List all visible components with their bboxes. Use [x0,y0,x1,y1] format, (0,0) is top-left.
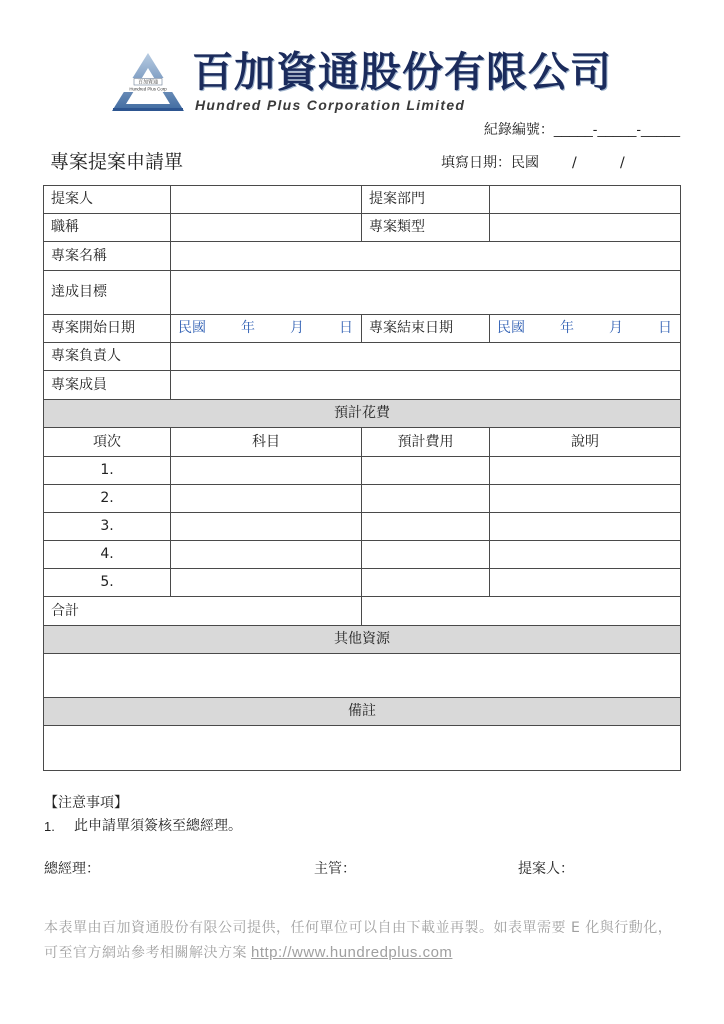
budget-item-number: 5. [44,569,171,597]
project-type-label: 專案類型 [362,214,490,242]
signature-proposer: 提案人： [518,861,574,877]
row-remarks-header [44,698,681,726]
budget-item-number: 3. [44,513,171,541]
website-link[interactable]: http://www.hundredplus.com [251,944,453,961]
company-name: 百加資通股份有限公司 [192,48,612,96]
budget-cost-field[interactable] [362,513,490,541]
row-dates [44,315,681,343]
budget-row [44,569,681,597]
row-job-title [44,214,681,242]
end-date-field[interactable] [490,315,681,343]
row-goal [44,271,681,315]
note-number: 1. [44,819,55,834]
date-era-label: 民國 [497,320,525,336]
row-other-resources-header [44,626,681,654]
start-date-label: 專案開始日期 [44,315,171,343]
fill-date-label: 填寫日期：民國 [441,155,539,171]
fill-date-separator: / [572,155,577,171]
owner-field[interactable] [171,343,681,371]
budget-row [44,541,681,569]
total-field[interactable] [362,597,681,626]
budget-subject-field[interactable] [171,541,362,569]
row-other-resources [44,654,681,698]
footer-line-1: 本表單由百加資通股份有限公司提供，任何單位可以自由下載並再製。如表單需要 E 化與行動化， [44,920,673,936]
budget-description-field[interactable] [490,513,681,541]
signature-supervisor: 主管： [314,861,356,877]
footer-line-2 [44,944,452,962]
proposer-label: 提案人 [44,186,171,214]
row-project-name [44,242,681,271]
record-number-label: 紀錄編號： [483,122,554,138]
record-number-value[interactable]: _____-_____-_____ [553,121,680,137]
budget-subject-field[interactable] [171,457,362,485]
row-budget-header [44,400,681,428]
budget-row [44,513,681,541]
department-field[interactable] [490,186,681,214]
date-month-label: 月 [290,320,304,336]
proposer-field[interactable] [171,186,362,214]
row-proposer [44,186,681,214]
fill-date-separator: / [620,155,625,171]
goal-label: 達成目標 [44,271,171,315]
members-field[interactable] [171,371,681,400]
date-year-label: 年 [241,320,255,336]
note-text: 此申請單須簽核至總經理。 [74,818,242,834]
budget-row [44,485,681,513]
row-owner [44,343,681,371]
department-label: 提案部門 [362,186,490,214]
start-date-parts [178,320,353,337]
budget-description-field[interactable] [490,457,681,485]
budget-description-field[interactable] [490,485,681,513]
budget-description-field[interactable] [490,569,681,597]
row-total [44,597,681,626]
project-type-field[interactable] [490,214,681,242]
date-day-label: 日 [658,320,672,336]
date-month-label: 月 [609,320,623,336]
total-label: 合計 [44,597,362,626]
date-year-label: 年 [560,320,574,336]
footer-line-2-text: 可至官方網站參考相關解決方案 [44,945,247,961]
goal-field[interactable] [171,271,681,315]
company-name-english: Hundred Plus Corporation Limited [195,97,466,113]
budget-subject-field[interactable] [171,485,362,513]
column-header-description: 說明 [490,428,681,457]
proposal-table [43,185,681,771]
budget-description-field[interactable] [490,541,681,569]
budget-item-number: 2. [44,485,171,513]
remarks-header: 備註 [44,698,681,726]
budget-cost-field[interactable] [362,485,490,513]
form-title: 專案提案申請單 [50,151,184,173]
remarks-field[interactable] [44,726,681,771]
record-number [484,121,680,139]
job-title-field[interactable] [171,214,362,242]
row-budget-columns [44,428,681,457]
budget-cost-field[interactable] [362,541,490,569]
start-date-field[interactable] [171,315,362,343]
logo-base-bar [113,108,183,111]
members-label: 專案成員 [44,371,171,400]
logo-text-cn: 百加資通 [137,79,159,86]
signature-general-manager: 總經理： [44,861,100,877]
end-date-label: 專案結束日期 [362,315,490,343]
row-remarks [44,726,681,771]
budget-item-number: 1. [44,457,171,485]
other-resources-field[interactable] [44,654,681,698]
notes-heading: 【注意事項】 [44,795,128,811]
budget-cost-field[interactable] [362,457,490,485]
owner-label: 專案負責人 [44,343,171,371]
budget-item-number: 4. [44,541,171,569]
company-logo [109,50,187,114]
logo-text-en: Hundred Plus Corp [129,86,167,92]
budget-subject-field[interactable] [171,513,362,541]
date-era-label: 民國 [178,320,206,336]
column-header-item: 項次 [44,428,171,457]
end-date-parts [497,320,672,337]
budget-subject-field[interactable] [171,569,362,597]
date-day-label: 日 [339,320,353,336]
column-header-subject: 科目 [171,428,362,457]
project-name-label: 專案名稱 [44,242,171,271]
job-title-label: 職稱 [44,214,171,242]
project-name-field[interactable] [171,242,681,271]
budget-cost-field[interactable] [362,569,490,597]
budget-row [44,457,681,485]
budget-section-header: 預計花費 [44,400,681,428]
other-resources-header: 其他資源 [44,626,681,654]
column-header-cost: 預計費用 [362,428,490,457]
row-members [44,371,681,400]
